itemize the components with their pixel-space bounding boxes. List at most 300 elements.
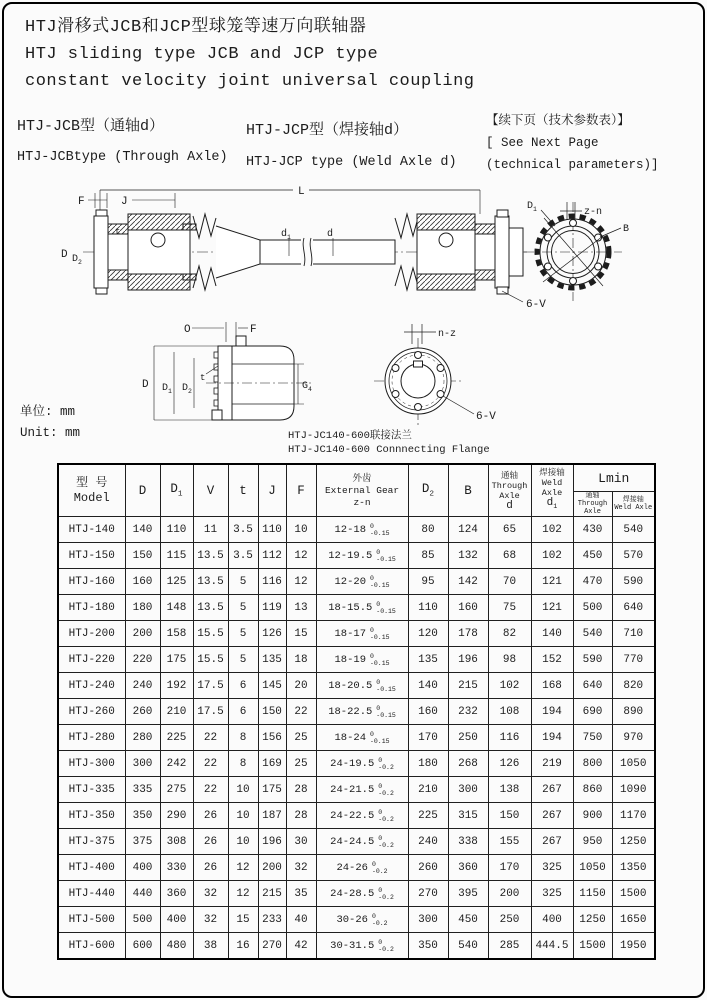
table-row xyxy=(58,855,655,881)
value-cell-lmin-weld: 1170 xyxy=(612,803,655,829)
table-body xyxy=(58,517,655,960)
value-cell-weld-axle-d1: 121 xyxy=(531,569,573,595)
value-cell-D: 180 xyxy=(125,595,160,621)
value-cell-through-axle-d: 98 xyxy=(488,647,531,673)
value-cell-lmin-through: 1250 xyxy=(573,907,612,933)
model-cell: HTJ-600 xyxy=(58,933,125,960)
value-cell-lmin-weld: 640 xyxy=(612,595,655,621)
table-row xyxy=(58,517,655,543)
value-cell-J: 200 xyxy=(258,855,286,881)
dim-label-d1: $d_1$ xyxy=(281,229,291,241)
value-cell-B: 450 xyxy=(448,907,488,933)
value-cell-J: 270 xyxy=(258,933,286,960)
table-row xyxy=(58,933,655,960)
value-cell-weld-axle-d1: 121 xyxy=(531,595,573,621)
value-cell-t: 10 xyxy=(228,803,258,829)
value-cell-D: 200 xyxy=(125,621,160,647)
value-cell-lmin-through: 900 xyxy=(573,803,612,829)
col-gear-en: External Gear xyxy=(324,484,400,496)
table-row xyxy=(58,621,655,647)
value-cell-D: 600 xyxy=(125,933,160,960)
value-cell-V: 13.5 xyxy=(193,543,228,569)
table-row xyxy=(58,751,655,777)
value-cell-lmin-through: 640 xyxy=(573,673,612,699)
gear-cell: 18-19 0 -0.15 xyxy=(316,647,408,673)
value-cell-B: 315 xyxy=(448,803,488,829)
next-note-cn: 【续下页（技术参数表）】 xyxy=(486,114,630,128)
table-row xyxy=(58,803,655,829)
value-cell-D2: 140 xyxy=(408,673,448,699)
value-cell-D2: 240 xyxy=(408,829,448,855)
col-model-en: Model xyxy=(73,490,110,505)
table-header xyxy=(58,464,655,517)
value-cell-t: 10 xyxy=(228,777,258,803)
value-cell-weld-axle-d1: 267 xyxy=(531,829,573,855)
value-cell-D1: 275 xyxy=(160,777,193,803)
gear-cell: 30-26 0 -0.2 xyxy=(316,907,408,933)
dim-label-D2: $D_2$ xyxy=(72,254,82,266)
value-cell-J: 233 xyxy=(258,907,286,933)
value-cell-weld-axle-d1: 140 xyxy=(531,621,573,647)
value-cell-through-axle-d: 68 xyxy=(488,543,531,569)
value-cell-B: 196 xyxy=(448,647,488,673)
value-cell-t: 6 xyxy=(228,699,258,725)
value-cell-through-axle-d: 75 xyxy=(488,595,531,621)
value-cell-J: 175 xyxy=(258,777,286,803)
jcb-label-cn: HTJ-JCB型（通轴d） xyxy=(17,118,165,135)
callout-6-v: 6-V xyxy=(526,299,546,311)
value-cell-lmin-weld: 1500 xyxy=(612,881,655,907)
dim-label-flange-F: F xyxy=(250,324,257,336)
value-cell-D: 150 xyxy=(125,543,160,569)
value-cell-V: 26 xyxy=(193,803,228,829)
value-cell-V: 32 xyxy=(193,881,228,907)
dim-label-F: F xyxy=(78,196,85,208)
gear-cell: 24-24.5 0 -0.2 xyxy=(316,829,408,855)
next-note-en-2: (technical parameters)] xyxy=(486,158,659,172)
value-cell-D1: 242 xyxy=(160,751,193,777)
table-row xyxy=(58,673,655,699)
value-cell-D1: 225 xyxy=(160,725,193,751)
col-through-axle-d: 通轴 Through Axle d xyxy=(488,464,531,517)
value-cell-D: 375 xyxy=(125,829,160,855)
value-cell-B: 160 xyxy=(448,595,488,621)
value-cell-D2: 80 xyxy=(408,517,448,543)
value-cell-lmin-through: 950 xyxy=(573,829,612,855)
value-cell-V: 26 xyxy=(193,829,228,855)
value-cell-lmin-through: 750 xyxy=(573,725,612,751)
value-cell-lmin-through: 500 xyxy=(573,595,612,621)
col-gear-cn: 外齿 xyxy=(352,472,372,484)
col-D: D xyxy=(125,464,160,517)
value-cell-D: 220 xyxy=(125,647,160,673)
gear-cell: 18-15.5 0 -0.15 xyxy=(316,595,408,621)
model-cell: HTJ-150 xyxy=(58,543,125,569)
value-cell-V: 17.5 xyxy=(193,699,228,725)
unit-note xyxy=(20,402,80,444)
value-cell-D1: 480 xyxy=(160,933,193,960)
gear-cell: 18-17 0 -0.15 xyxy=(316,621,408,647)
dim-label-t: t xyxy=(115,227,121,237)
col-lmin-weld: 焊接轴 Weld Axle xyxy=(612,492,655,517)
value-cell-through-axle-d: 126 xyxy=(488,751,531,777)
value-cell-lmin-through: 1500 xyxy=(573,933,612,960)
value-cell-lmin-weld: 590 xyxy=(612,569,655,595)
value-cell-J: 145 xyxy=(258,673,286,699)
value-cell-V: 13.5 xyxy=(193,595,228,621)
type-jcp-heading xyxy=(246,115,457,179)
dim-label-G4: $G_4$ xyxy=(302,381,312,393)
title-english-2: constant velocity joint universal coupling xyxy=(25,72,475,91)
model-cell: HTJ-500 xyxy=(58,907,125,933)
dim-label-n-z: n-z xyxy=(438,329,457,340)
gear-cell: 24-22.5 0 -0.2 xyxy=(316,803,408,829)
value-cell-F: 32 xyxy=(286,855,316,881)
jcp-label-cn: HTJ-JCP型（焊接轴d） xyxy=(246,122,409,139)
spec-table xyxy=(57,463,656,960)
value-cell-B: 215 xyxy=(448,673,488,699)
value-cell-t: 12 xyxy=(228,855,258,881)
col-V: V xyxy=(193,464,228,517)
value-cell-t: 8 xyxy=(228,751,258,777)
col-D2: $D_2$ xyxy=(408,464,448,517)
value-cell-B: 268 xyxy=(448,751,488,777)
value-cell-D1: 192 xyxy=(160,673,193,699)
value-cell-t: 5 xyxy=(228,595,258,621)
value-cell-B: 338 xyxy=(448,829,488,855)
value-cell-lmin-through: 450 xyxy=(573,543,612,569)
value-cell-weld-axle-d1: 194 xyxy=(531,699,573,725)
value-cell-weld-axle-d1: 152 xyxy=(531,647,573,673)
value-cell-J: 169 xyxy=(258,751,286,777)
table-row xyxy=(58,595,655,621)
value-cell-V: 22 xyxy=(193,751,228,777)
col-B: B xyxy=(448,464,488,517)
value-cell-J: 215 xyxy=(258,881,286,907)
value-cell-F: 18 xyxy=(286,647,316,673)
value-cell-through-axle-d: 250 xyxy=(488,907,531,933)
gear-cell: 18-20.5 0 -0.15 xyxy=(316,673,408,699)
value-cell-t: 3.5 xyxy=(228,543,258,569)
value-cell-J: 126 xyxy=(258,621,286,647)
table-row xyxy=(58,777,655,803)
value-cell-D2: 260 xyxy=(408,855,448,881)
value-cell-D: 400 xyxy=(125,855,160,881)
table-row xyxy=(58,699,655,725)
model-cell: HTJ-140 xyxy=(58,517,125,543)
value-cell-J: 150 xyxy=(258,699,286,725)
value-cell-D: 280 xyxy=(125,725,160,751)
value-cell-B: 132 xyxy=(448,543,488,569)
table-row xyxy=(58,543,655,569)
value-cell-D1: 110 xyxy=(160,517,193,543)
value-cell-D: 240 xyxy=(125,673,160,699)
see-next-page-note xyxy=(486,110,659,176)
value-cell-F: 25 xyxy=(286,725,316,751)
value-cell-lmin-weld: 1250 xyxy=(612,829,655,855)
model-cell: HTJ-300 xyxy=(58,751,125,777)
value-cell-weld-axle-d1: 325 xyxy=(531,881,573,907)
value-cell-lmin-weld: 1050 xyxy=(612,751,655,777)
gear-cell: 18-24 0 -0.15 xyxy=(316,725,408,751)
value-cell-B: 395 xyxy=(448,881,488,907)
next-note-en-1: [ See Next Page xyxy=(486,136,599,150)
dim-label-flange-D: D xyxy=(142,379,149,391)
value-cell-D2: 110 xyxy=(408,595,448,621)
value-cell-t: 8 xyxy=(228,725,258,751)
gear-cell: 12-19.5 0 -0.15 xyxy=(316,543,408,569)
value-cell-lmin-weld: 1090 xyxy=(612,777,655,803)
value-cell-D2: 270 xyxy=(408,881,448,907)
value-cell-F: 20 xyxy=(286,673,316,699)
table-row xyxy=(58,829,655,855)
value-cell-lmin-weld: 540 xyxy=(612,517,655,543)
value-cell-t: 15 xyxy=(228,907,258,933)
value-cell-lmin-weld: 820 xyxy=(612,673,655,699)
value-cell-D: 140 xyxy=(125,517,160,543)
value-cell-lmin-weld: 890 xyxy=(612,699,655,725)
value-cell-D2: 95 xyxy=(408,569,448,595)
value-cell-J: 187 xyxy=(258,803,286,829)
value-cell-lmin-through: 1050 xyxy=(573,855,612,881)
model-cell: HTJ-375 xyxy=(58,829,125,855)
model-cell: HTJ-200 xyxy=(58,621,125,647)
value-cell-lmin-through: 800 xyxy=(573,751,612,777)
value-cell-through-axle-d: 150 xyxy=(488,803,531,829)
value-cell-weld-axle-d1: 102 xyxy=(531,543,573,569)
gear-cell: 30-31.5 0 -0.2 xyxy=(316,933,408,960)
value-cell-D1: 115 xyxy=(160,543,193,569)
value-cell-t: 3.5 xyxy=(228,517,258,543)
value-cell-through-axle-d: 82 xyxy=(488,621,531,647)
value-cell-through-axle-d: 138 xyxy=(488,777,531,803)
value-cell-lmin-weld: 970 xyxy=(612,725,655,751)
callout-flange-6-v: 6-V xyxy=(476,411,496,423)
value-cell-B: 124 xyxy=(448,517,488,543)
value-cell-lmin-weld: 570 xyxy=(612,543,655,569)
dim-label-gear-D1: $D_1$ xyxy=(527,201,537,213)
value-cell-D2: 350 xyxy=(408,933,448,960)
value-cell-t: 6 xyxy=(228,673,258,699)
value-cell-J: 112 xyxy=(258,543,286,569)
value-cell-D1: 210 xyxy=(160,699,193,725)
value-cell-through-axle-d: 70 xyxy=(488,569,531,595)
flange-caption xyxy=(288,429,490,457)
value-cell-t: 5 xyxy=(228,621,258,647)
value-cell-through-axle-d: 200 xyxy=(488,881,531,907)
value-cell-F: 40 xyxy=(286,907,316,933)
title-chinese: HTJ滑移式JCB和JCP型球笼等速万向联轴器 xyxy=(25,18,367,37)
value-cell-lmin-through: 470 xyxy=(573,569,612,595)
value-cell-F: 12 xyxy=(286,569,316,595)
value-cell-J: 119 xyxy=(258,595,286,621)
dim-label-L: L xyxy=(298,186,305,198)
title-english-1: HTJ sliding type JCB and JCP type xyxy=(25,45,379,64)
value-cell-lmin-weld: 1650 xyxy=(612,907,655,933)
value-cell-lmin-through: 540 xyxy=(573,621,612,647)
dim-label-flange-D2: $D_2$ xyxy=(182,383,192,395)
value-cell-D: 160 xyxy=(125,569,160,595)
value-cell-B: 178 xyxy=(448,621,488,647)
type-jcb-heading xyxy=(17,111,228,173)
value-cell-lmin-weld: 710 xyxy=(612,621,655,647)
value-cell-F: 10 xyxy=(286,517,316,543)
gear-cell: 12-18 0 -0.15 xyxy=(316,517,408,543)
col-gear-zn: z-n xyxy=(353,496,371,508)
value-cell-lmin-through: 690 xyxy=(573,699,612,725)
col-weld-axle-d1: 焊接轴 Weld Axle $d_1$ xyxy=(531,464,573,517)
value-cell-V: 32 xyxy=(193,907,228,933)
value-cell-D1: 308 xyxy=(160,829,193,855)
value-cell-D1: 330 xyxy=(160,855,193,881)
value-cell-lmin-through: 860 xyxy=(573,777,612,803)
value-cell-B: 360 xyxy=(448,855,488,881)
col-t: t xyxy=(228,464,258,517)
value-cell-F: 35 xyxy=(286,881,316,907)
value-cell-D1: 125 xyxy=(160,569,193,595)
dim-label-flange-t: t xyxy=(200,373,206,383)
value-cell-D1: 400 xyxy=(160,907,193,933)
value-cell-D1: 360 xyxy=(160,881,193,907)
model-cell: HTJ-335 xyxy=(58,777,125,803)
model-cell: HTJ-180 xyxy=(58,595,125,621)
value-cell-D1: 158 xyxy=(160,621,193,647)
value-cell-D1: 290 xyxy=(160,803,193,829)
value-cell-through-axle-d: 170 xyxy=(488,855,531,881)
value-cell-F: 12 xyxy=(286,543,316,569)
gear-cell: 24-26 0 -0.2 xyxy=(316,855,408,881)
gear-cell: 18-22.5 0 -0.15 xyxy=(316,699,408,725)
table-row xyxy=(58,881,655,907)
value-cell-F: 15 xyxy=(286,621,316,647)
value-cell-D2: 300 xyxy=(408,907,448,933)
unit-en: Unit: mm xyxy=(20,426,81,440)
value-cell-D1: 148 xyxy=(160,595,193,621)
value-cell-t: 5 xyxy=(228,569,258,595)
value-cell-D2: 225 xyxy=(408,803,448,829)
value-cell-weld-axle-d1: 444.5 xyxy=(531,933,573,960)
value-cell-weld-axle-d1: 267 xyxy=(531,777,573,803)
page-title xyxy=(25,14,474,95)
value-cell-J: 156 xyxy=(258,725,286,751)
unit-cn: 单位: mm xyxy=(20,405,76,419)
dim-label-J: J xyxy=(121,196,128,208)
value-cell-D: 300 xyxy=(125,751,160,777)
gear-cell: 12-20 0 -0.15 xyxy=(316,569,408,595)
value-cell-J: 196 xyxy=(258,829,286,855)
table-row xyxy=(58,647,655,673)
value-cell-F: 42 xyxy=(286,933,316,960)
value-cell-V: 22 xyxy=(193,725,228,751)
value-cell-V: 11 xyxy=(193,517,228,543)
col-lmin: Lmin xyxy=(573,464,655,492)
value-cell-V: 13.5 xyxy=(193,569,228,595)
value-cell-through-axle-d: 108 xyxy=(488,699,531,725)
value-cell-D1: 175 xyxy=(160,647,193,673)
value-cell-D: 335 xyxy=(125,777,160,803)
value-cell-t: 16 xyxy=(228,933,258,960)
value-cell-through-axle-d: 65 xyxy=(488,517,531,543)
table-row xyxy=(58,569,655,595)
value-cell-V: 26 xyxy=(193,855,228,881)
dim-label-O: O xyxy=(184,324,191,336)
value-cell-D2: 160 xyxy=(408,699,448,725)
model-cell: HTJ-260 xyxy=(58,699,125,725)
value-cell-F: 28 xyxy=(286,777,316,803)
value-cell-J: 116 xyxy=(258,569,286,595)
value-cell-through-axle-d: 102 xyxy=(488,673,531,699)
dim-label-flange-D1: $D_1$ xyxy=(162,383,172,395)
table-row xyxy=(58,725,655,751)
model-cell: HTJ-240 xyxy=(58,673,125,699)
value-cell-V: 15.5 xyxy=(193,647,228,673)
flange-caption-en: HTJ-JC140-600 Connnecting Flange xyxy=(288,444,490,456)
dim-label-d: d xyxy=(327,229,334,240)
value-cell-lmin-through: 590 xyxy=(573,647,612,673)
value-cell-D2: 85 xyxy=(408,543,448,569)
table-row xyxy=(58,907,655,933)
gear-cell: 24-21.5 0 -0.2 xyxy=(316,777,408,803)
value-cell-weld-axle-d1: 168 xyxy=(531,673,573,699)
value-cell-t: 10 xyxy=(228,829,258,855)
col-model xyxy=(58,464,125,517)
value-cell-through-axle-d: 285 xyxy=(488,933,531,960)
value-cell-D2: 135 xyxy=(408,647,448,673)
value-cell-F: 22 xyxy=(286,699,316,725)
jcb-label-en: HTJ-JCBtype (Through Axle) xyxy=(17,150,228,165)
value-cell-weld-axle-d1: 194 xyxy=(531,725,573,751)
dim-label-z-n: z-n xyxy=(584,207,603,218)
value-cell-J: 110 xyxy=(258,517,286,543)
dim-label-D: D xyxy=(61,249,68,261)
value-cell-lmin-weld: 770 xyxy=(612,647,655,673)
value-cell-lmin-weld: 1950 xyxy=(612,933,655,960)
value-cell-weld-axle-d1: 400 xyxy=(531,907,573,933)
model-cell: HTJ-440 xyxy=(58,881,125,907)
value-cell-B: 232 xyxy=(448,699,488,725)
value-cell-D2: 180 xyxy=(408,751,448,777)
model-cell: HTJ-400 xyxy=(58,855,125,881)
flange-caption-cn: HTJ-JC140-600联接法兰 xyxy=(288,430,412,442)
value-cell-D2: 210 xyxy=(408,777,448,803)
value-cell-D: 350 xyxy=(125,803,160,829)
value-cell-F: 13 xyxy=(286,595,316,621)
value-cell-lmin-weld: 1350 xyxy=(612,855,655,881)
value-cell-F: 28 xyxy=(286,803,316,829)
value-cell-through-axle-d: 116 xyxy=(488,725,531,751)
col-J: J xyxy=(258,464,286,517)
value-cell-lmin-through: 430 xyxy=(573,517,612,543)
col-external-gear xyxy=(316,464,408,517)
value-cell-weld-axle-d1: 102 xyxy=(531,517,573,543)
col-lmin-through: 通轴 Through Axle xyxy=(573,492,612,517)
value-cell-F: 25 xyxy=(286,751,316,777)
value-cell-through-axle-d: 155 xyxy=(488,829,531,855)
value-cell-J: 135 xyxy=(258,647,286,673)
jcp-label-en: HTJ-JCP type (Weld Axle d) xyxy=(246,155,457,170)
value-cell-V: 38 xyxy=(193,933,228,960)
value-cell-D: 500 xyxy=(125,907,160,933)
value-cell-F: 30 xyxy=(286,829,316,855)
value-cell-D: 260 xyxy=(125,699,160,725)
value-cell-D2: 120 xyxy=(408,621,448,647)
col-model-cn: 型 号 xyxy=(76,475,108,490)
value-cell-weld-axle-d1: 267 xyxy=(531,803,573,829)
value-cell-lmin-through: 1150 xyxy=(573,881,612,907)
dim-label-B: B xyxy=(623,224,630,235)
gear-cell: 24-28.5 0 -0.2 xyxy=(316,881,408,907)
value-cell-B: 142 xyxy=(448,569,488,595)
